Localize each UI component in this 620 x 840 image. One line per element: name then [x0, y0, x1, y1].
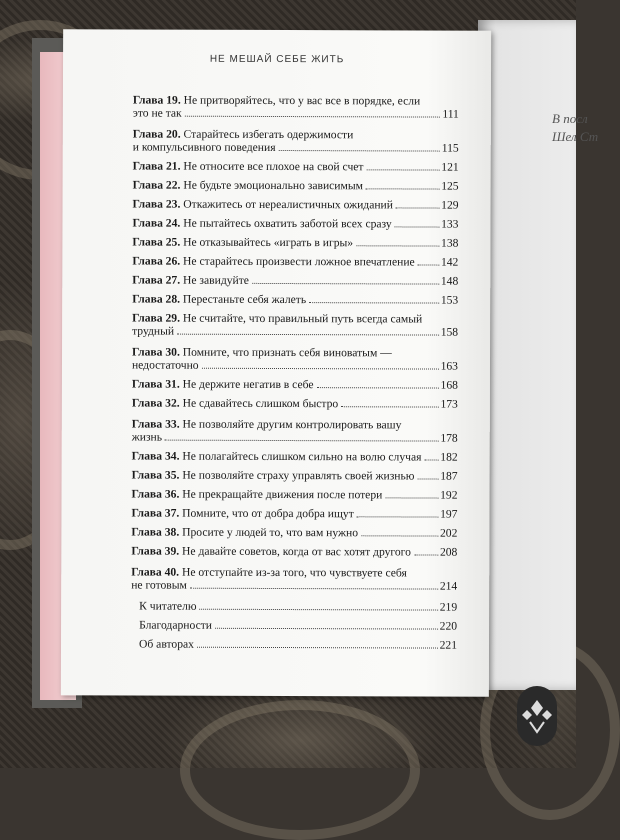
toc-line — [131, 637, 457, 651]
chapter-title: Перестаньте себя жалеть — [182, 292, 307, 307]
chapter-title: Не будьте эмоционально зависимым — [183, 178, 364, 193]
toc-item — [132, 216, 458, 230]
leader-dots — [279, 150, 440, 152]
chapter-number: Глава 37. — [131, 506, 183, 520]
toc-item — [132, 396, 458, 410]
toc-line — [132, 430, 458, 444]
chapter-title: Не позволяйте страху управлять своей жизнью — [182, 468, 415, 483]
page-number: 158 — [440, 325, 459, 339]
watermark-logo — [517, 686, 557, 746]
leader-dots — [357, 516, 438, 517]
right-page-line: В посл — [552, 111, 588, 126]
chapter-number: Глава 28. — [132, 292, 183, 306]
chapter-number: Глава 24. — [132, 216, 184, 230]
toc-item — [132, 273, 458, 287]
page-number: 214 — [439, 579, 458, 593]
toc-item — [131, 618, 457, 632]
leader-dots — [252, 283, 439, 285]
chapter-number: Глава 20. — [132, 127, 184, 141]
page-number: 142 — [440, 255, 459, 269]
chapter-title: Откажитесь от нереалистичных ожиданий — [183, 197, 393, 212]
chapter-title: Не отказывайтесь «играть в игры» — [183, 235, 354, 250]
chapter-title: Старайтесь избегать одержимости — [183, 127, 354, 142]
toc-line — [133, 197, 459, 211]
toc-line — [131, 578, 457, 592]
running-head: НЕ МЕШАЙ СЕБЕ ЖИТЬ — [209, 53, 345, 66]
toc-line — [131, 506, 457, 520]
leader-dots — [418, 264, 439, 265]
toc-item — [132, 449, 458, 463]
leader-dots — [190, 588, 438, 590]
toc-line — [131, 544, 457, 558]
toc-line — [132, 396, 458, 410]
page-number: 111 — [442, 107, 459, 121]
page-number: 182 — [440, 450, 458, 464]
page-number: 219 — [439, 600, 458, 614]
toc-line — [132, 311, 458, 325]
page-number: 168 — [440, 378, 458, 392]
chapter-number: Глава 21. — [132, 159, 184, 173]
chapter-number: Глава 32. — [131, 396, 183, 410]
page-number: 133 — [441, 217, 459, 231]
toc-line — [133, 178, 459, 192]
toc-item — [131, 506, 457, 520]
toc-line — [132, 449, 458, 463]
chapter-title: Не полагайтесь слишком сильно на волю случая — [182, 449, 422, 464]
toc-line — [131, 618, 457, 632]
toc-item — [131, 544, 457, 558]
chapter-title: не готовым — [131, 578, 187, 592]
page-number: 138 — [441, 236, 459, 250]
page-number: 173 — [440, 397, 458, 411]
chapter-title: Не прекращайте движения после потери — [182, 487, 383, 502]
toc-item — [132, 377, 458, 391]
page-number: 187 — [440, 469, 458, 483]
chapter-number: Глава 25. — [132, 235, 184, 249]
leader-dots — [361, 535, 438, 536]
chapter-title: недостаточно — [131, 358, 199, 372]
chapter-title: Не относите все плохое на свой счет — [183, 159, 364, 174]
toc-item — [131, 525, 457, 539]
page-number: 163 — [440, 359, 459, 373]
page-number: 121 — [441, 160, 459, 174]
leader-dots — [317, 387, 439, 388]
toc-line — [132, 377, 458, 391]
leader-dots — [177, 334, 439, 336]
right-page-line: Шел Ст — [552, 129, 599, 144]
toc-line — [133, 127, 459, 141]
toc-line — [131, 525, 457, 539]
leader-dots — [424, 460, 438, 461]
chapter-number: Глава 36. — [131, 487, 183, 501]
chapter-title: Не держите негатив в себе — [182, 377, 314, 392]
leader-dots — [396, 207, 439, 208]
page-number: 192 — [440, 488, 458, 502]
chapter-title: Помните, что признать себя виноватым — — [182, 345, 392, 360]
chapter-title: Не старайтесь произвести ложное впечатление — [183, 254, 415, 269]
toc-line — [132, 216, 458, 230]
chapter-number: Глава 35. — [131, 468, 183, 482]
chapter-title: Не притворяйтесь, что у вас все в порядке, если — [183, 93, 421, 108]
toc-line — [132, 292, 458, 306]
page-number: 197 — [440, 507, 458, 521]
diamond-icon — [517, 686, 557, 746]
toc-line — [132, 358, 458, 372]
toc-line — [131, 599, 457, 613]
toc-line — [132, 254, 458, 268]
toc-item — [133, 197, 459, 211]
toc-line — [132, 273, 458, 287]
leader-dots — [309, 302, 439, 303]
chapter-number: Глава 22. — [132, 178, 184, 192]
chapter-title: это не так — [132, 106, 182, 120]
toc-item — [132, 311, 458, 338]
leader-dots — [356, 245, 439, 246]
chapter-title: Помните, что от добра добра ищут — [182, 506, 354, 521]
chapter-number: Глава 31. — [131, 377, 183, 391]
toc-item — [131, 565, 457, 592]
chapter-number: Глава 40. — [131, 565, 183, 579]
toc-line — [132, 468, 458, 482]
chapter-number: Глава 30. — [132, 345, 183, 359]
chapter-number: Глава 33. — [131, 417, 183, 431]
leader-dots — [341, 406, 438, 407]
chapter-number: Глава 39. — [131, 544, 183, 558]
fabric-swirl — [180, 700, 420, 840]
toc-line — [133, 93, 459, 107]
chapter-number: Глава 19. — [132, 93, 184, 107]
page-number: 129 — [441, 198, 459, 212]
leader-dots — [215, 628, 438, 630]
toc-item — [132, 468, 458, 482]
page-number: 153 — [440, 293, 459, 307]
page-number: 148 — [440, 274, 459, 288]
leader-dots — [414, 554, 438, 555]
chapter-number: Глава 34. — [131, 449, 183, 463]
right-page-text — [552, 110, 598, 146]
toc-line — [131, 565, 457, 579]
leader-dots — [185, 116, 441, 118]
leader-dots — [197, 647, 438, 649]
page-number: 220 — [439, 619, 458, 633]
chapter-title: Не пытайтесь охватить заботой всех сразу — [183, 216, 392, 231]
toc-item — [133, 178, 459, 192]
toc-line — [132, 324, 458, 338]
chapter-title: Не позволяйте другим контролировать вашу — [182, 417, 402, 432]
toc-line — [132, 345, 458, 359]
toc-line — [133, 159, 459, 173]
page-number: 115 — [441, 141, 459, 155]
toc-item — [131, 637, 457, 651]
leader-dots — [385, 497, 438, 498]
chapter-title: Не давайте советов, когда от вас хотят другого — [182, 544, 411, 559]
toc-item — [133, 93, 459, 120]
leader-dots — [367, 169, 440, 170]
chapter-number: Глава 23. — [132, 197, 184, 211]
toc-item — [132, 417, 458, 444]
toc-item — [131, 599, 457, 613]
chapter-number: Глава 38. — [131, 525, 183, 539]
toc-item — [132, 292, 458, 306]
chapter-number: Глава 29. — [132, 311, 183, 325]
book-page — [61, 29, 491, 696]
page-number: 208 — [439, 545, 458, 559]
leader-dots — [417, 478, 438, 479]
toc-item — [132, 345, 458, 372]
leader-dots — [366, 188, 439, 189]
toc-line — [132, 417, 458, 431]
chapter-title: Об авторах — [138, 637, 194, 651]
chapter-title: трудный — [132, 324, 175, 338]
toc-item — [132, 487, 458, 501]
page-number: 202 — [439, 526, 458, 540]
chapter-title: Не сдавайтесь слишком быстро — [182, 396, 339, 411]
leader-dots — [202, 368, 439, 370]
chapter-title: Благодарности — [139, 618, 213, 632]
chapter-title: Просите у людей то, что вам нужно — [182, 525, 359, 540]
chapter-title: и компульсивного поведения — [132, 140, 276, 154]
toc-line — [132, 235, 458, 249]
toc-item — [132, 235, 458, 249]
toc-line — [132, 487, 458, 501]
page-number: 178 — [440, 431, 458, 445]
chapter-title: Не отступайте из-за того, что чувствуете себя — [181, 565, 407, 580]
leader-dots — [395, 226, 439, 227]
toc-item — [133, 159, 459, 173]
toc-line — [133, 140, 459, 154]
chapter-title: К читателю — [139, 599, 197, 613]
chapter-title: Не завидуйте — [182, 273, 249, 287]
toc-line — [133, 106, 459, 120]
leader-dots — [200, 609, 438, 611]
chapter-number: Глава 27. — [132, 273, 184, 287]
chapter-number: Глава 26. — [132, 254, 184, 268]
toc-item — [133, 127, 459, 154]
chapter-title: жизнь — [131, 430, 163, 444]
page-number: 125 — [441, 179, 459, 193]
chapter-title: Не считайте, что правильный путь всегда самый — [182, 311, 423, 326]
toc-item — [132, 254, 458, 268]
page-number: 221 — [439, 638, 458, 652]
leader-dots — [165, 440, 438, 442]
table-of-contents — [131, 93, 459, 651]
